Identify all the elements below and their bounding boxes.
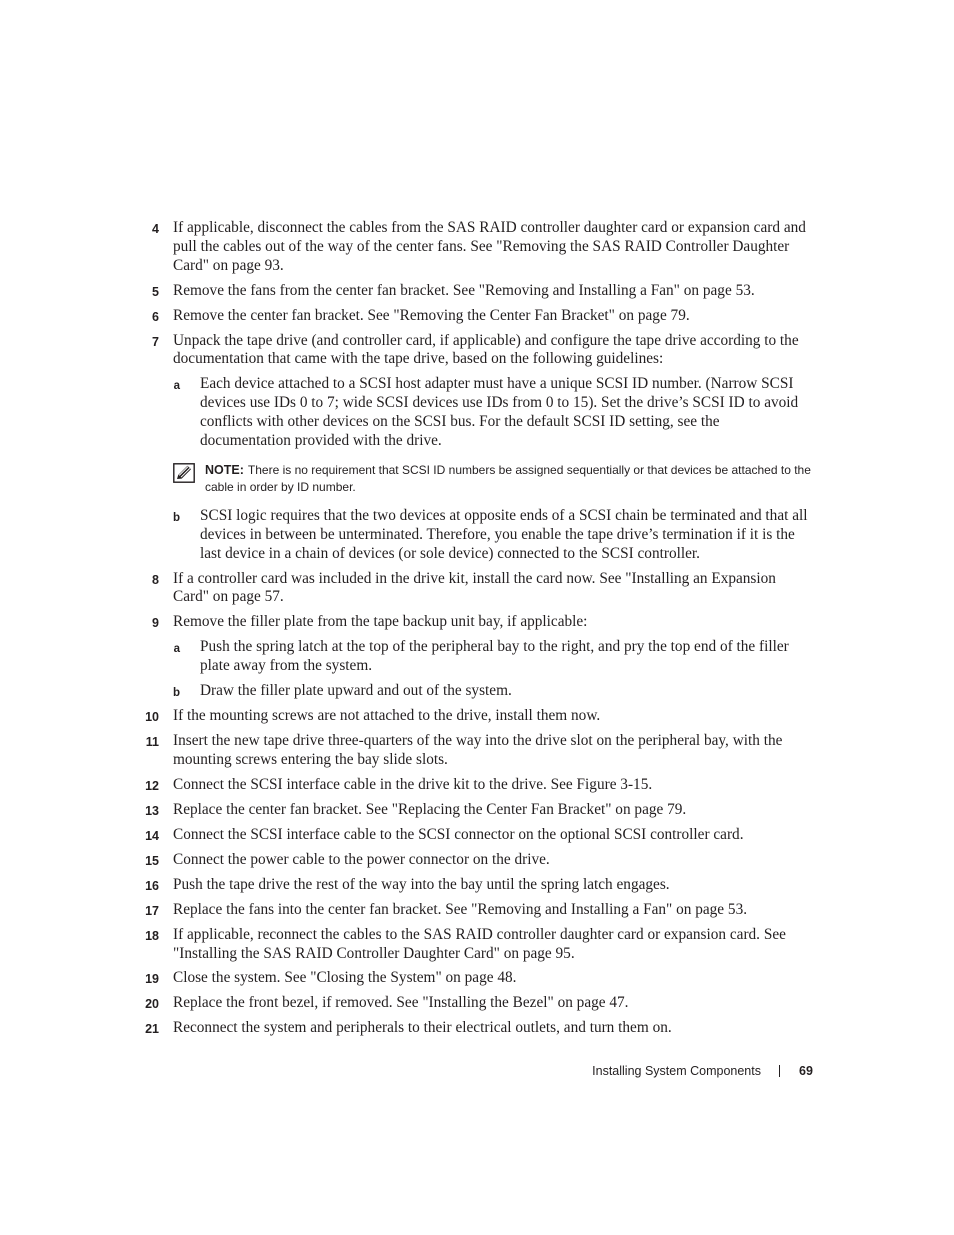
note-pencil-icon (173, 463, 195, 483)
substep-9b (0, 682, 954, 701)
substep-text: SCSI logic requires that the two devices at opposite ends of a SCSI chain be terminated and that all devices in between be unterminated. Therefore, you enable the tape drive’s termination if it is the last device in a chain of devices (or sole device) connected to the SCSI controller. (200, 506, 808, 562)
step-9 (0, 613, 954, 632)
note-label: NOTE: (205, 462, 244, 477)
step-number: 16 (145, 878, 159, 893)
step-text: Connect the SCSI interface cable in the drive kit to the drive. See Figure 3-15. (173, 775, 653, 793)
step-12 (0, 776, 954, 795)
step-text: Connect the power cable to the power connector on the drive. (173, 850, 550, 868)
step-text: Insert the new tape drive three-quarters of the way into the drive slot on the peripheral bay, with the mounting screws entering the bay slide slots. (173, 732, 783, 768)
step-number: 12 (145, 778, 159, 793)
step-number: 11 (145, 735, 159, 750)
step-4 (0, 219, 954, 275)
substep-letter: a (173, 380, 180, 393)
step-number: 19 (145, 972, 159, 987)
note-body: There is no requirement that SCSI ID numbers be assigned sequentially or that devices be attached to the cable in order by ID number. (205, 462, 811, 494)
step-number: 5 (152, 284, 159, 299)
step-6 (0, 307, 954, 326)
footer-separator (779, 1065, 780, 1077)
step-text: Push the tape drive the rest of the way into the bay until the spring latch engages. (173, 875, 670, 893)
step-16 (0, 876, 954, 895)
step-19 (0, 969, 954, 988)
step-number: 17 (145, 903, 159, 918)
substep-text: Draw the filler plate upward and out of the system. (200, 682, 512, 700)
page-footer (0, 1062, 954, 1082)
step-5 (0, 282, 954, 301)
step-14 (0, 826, 954, 845)
step-13 (0, 801, 954, 820)
step-number: 15 (145, 853, 159, 868)
step-10 (0, 707, 954, 726)
substep-7a (0, 375, 954, 450)
step-number: 18 (145, 928, 159, 943)
step-number: 21 (145, 1022, 159, 1037)
step-text: If applicable, reconnect the cables to the SAS RAID controller daughter card or expansion card. See "Installing the SAS RAID Controller Daughter Card" on page 95. (173, 925, 786, 962)
step-number: 4 (152, 222, 159, 236)
step-number: 13 (145, 803, 159, 818)
step-number: 20 (145, 997, 159, 1012)
note-box (173, 462, 815, 496)
step-text: Unpack the tape drive (and controller card, if applicable) and configure the tape drive according to the documentation that came with the tape drive, based on the following guidelines: (173, 331, 799, 368)
step-text: Remove the fans from the center fan bracket. See "Removing and Installing a Fan" on page 53. (173, 281, 755, 299)
substep-letter: b (172, 511, 180, 524)
step-18 (0, 926, 954, 964)
step-text: Replace the fans into the center fan bracket. See "Removing and Installing a Fan" on page 53. (173, 900, 748, 918)
step-number: 7 (152, 334, 159, 349)
note-text (205, 462, 815, 496)
footer-section-title: Installing System Components (592, 1064, 761, 1078)
step-number: 6 (152, 309, 159, 324)
step-17 (0, 901, 954, 920)
step-number: 14 (145, 828, 159, 843)
step-7 (0, 332, 954, 370)
step-number: 10 (145, 710, 159, 725)
substep-9a (0, 638, 954, 676)
step-text: If a controller card was included in the drive kit, install the card now. See "Installing an Expansion Card" on page 57. (173, 569, 776, 606)
step-15 (0, 851, 954, 870)
step-20 (0, 994, 954, 1013)
step-text: If applicable, disconnect the cables from the SAS RAID controller daughter card or expansion card and pull the cables out of the way of the center fans. See "Removing the SAS RAID Controller Daughter Card" on page 93. (173, 219, 806, 274)
step-21 (0, 1019, 954, 1038)
step-text: Remove the center fan bracket. See "Removing the Center Fan Bracket" on page 79. (173, 306, 690, 324)
step-8 (0, 570, 954, 608)
step-text: Remove the filler plate from the tape backup unit bay, if applicable: (173, 613, 588, 631)
page-content (0, 219, 954, 1044)
substep-letter: a (173, 643, 180, 656)
step-text: Connect the SCSI interface cable to the SCSI connector on the optional SCSI controller card. (173, 825, 744, 843)
step-number: 9 (152, 616, 159, 631)
step-text: Replace the center fan bracket. See "Replacing the Center Fan Bracket" on page 79. (173, 800, 687, 818)
substep-7b (0, 507, 954, 563)
substep-text: Push the spring latch at the top of the peripheral bay to the right, and pry the top end of the filler plate away from the system. (200, 638, 789, 675)
step-text: Close the system. See "Closing the System" on page 48. (173, 969, 517, 987)
step-number: 8 (152, 572, 159, 587)
step-text: Reconnect the system and peripherals to their electrical outlets, and turn them on. (173, 1019, 672, 1037)
step-11 (0, 732, 954, 770)
step-text: Replace the front bezel, if removed. See "Installing the Bezel" on page 47. (173, 994, 629, 1012)
substep-text: Each device attached to a SCSI host adapter must have a unique SCSI ID number. (Narrow SCSI devices use IDs 0 to 7; wide SCSI devices use IDs from 0 to 15). Set the drive’s SCSI ID to avoid conflicts with other devices on the SCSI bus. For the default SCSI ID setting, see the documentation provided with the drive. (200, 375, 799, 449)
substep-letter: b (172, 687, 180, 700)
page-number: 69 (799, 1064, 813, 1078)
step-text: If the mounting screws are not attached to the drive, install them now. (173, 707, 601, 725)
